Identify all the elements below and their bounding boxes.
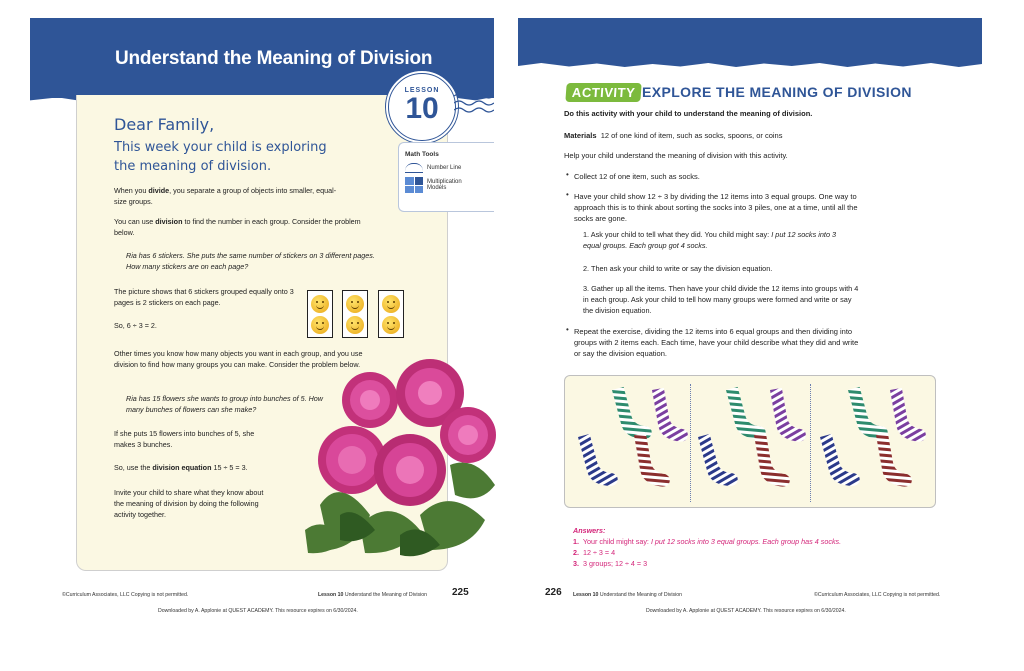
left-download-note: Downloaded by A. Applonie at QUEST ACADEMY. This resource expires on 6/30/2024. [158,608,358,614]
materials-label: Materials [564,131,597,140]
number-line-icon [405,163,423,173]
activity-badge: ACTIVITY [565,83,642,102]
text-span: , you separate a group of objects into smaller, equal-size groups. [114,186,337,206]
stamp-number: 10 [405,91,439,125]
multiplication-models-icon [405,177,423,193]
term-division: division [155,217,183,226]
paragraph-picture: The picture shows that 6 stickers grouped equally onto 3 pages is 2 stickers on each page. [114,287,294,307]
smiley-sticker-icon [311,295,329,313]
lesson-stamp [385,70,459,144]
math-tool-number-line [405,163,488,173]
footer-lesson-title: Understand the Meaning of Division [344,592,428,598]
answer-number: 1. [573,537,579,546]
sticker-page-3 [378,290,404,338]
sticker-page-2 [342,290,368,338]
help-text: Help your child understand the meaning of division with this activity. [564,151,788,160]
right-footer-lesson [573,592,682,598]
right-download-note: Downloaded by A. Applonie at QUEST ACADEMY. This resource expires on 6/30/2024. [646,608,846,614]
step-1 [583,229,845,251]
socks-groups-image [564,375,936,508]
answer-text: 12 ÷ 3 = 4 [583,548,616,557]
math-tool-label: Multiplication Models [427,179,462,191]
right-page-number: 226 [545,587,562,598]
bullet-dot: • [566,325,569,334]
answer-number: 2. [573,548,579,557]
term-divide: divide [148,186,170,195]
greeting: Dear Family, [114,115,215,134]
stamp-wavy-lines-icon [454,88,494,118]
math-tools-title: Math Tools [405,151,439,158]
text-span: Your child might say: [582,537,651,546]
step-2: 2. Then ask your child to write or say the division equation. [583,264,773,273]
problem-flowers: Ria has 15 flowers she wants to group into bunches of 5. How many bunches of flowers can she make? [126,394,323,414]
equation-6-div-3: So, 6 ÷ 3 = 2. [114,321,157,330]
bullet-collect: Collect 12 of one item, such as socks. [574,172,700,181]
bullet-dot: • [566,190,569,199]
answer-text: 3 groups; 12 ÷ 4 = 3 [583,559,648,568]
right-footer-copyright: ©Curriculum Associates, LLC Copying is not permitted. [814,592,941,598]
footer-lesson-number: Lesson 10 [573,592,599,598]
step-3: 3. Gather up all the items. Then have your child divide the 12 items into groups with 4 in each group. Ask your child to tell how many groups were formed and write or say the division equation. [583,284,859,315]
footer-lesson-title: Understand the Meaning of Division [599,592,683,598]
activity-intro: Do this activity with your child to understand the meaning of division. [564,109,813,118]
bullet-repeat: Repeat the exercise, dividing the 12 items into 6 equal groups and then dividing into groups with 2 items each. Each time, have your child describe what they did and write or say the division equation. [574,327,859,358]
smiley-sticker-icon [311,316,329,334]
term-division-equation: division equation [152,463,212,472]
materials-text: 12 of one kind of item, such as socks, spoons, or coins [600,131,783,140]
answer-1-example: I put 12 socks into 3 equal groups. Each group has 4 socks. [650,537,842,546]
text-span: to find the number in each group. Consider the problem below. [114,217,361,237]
answers-heading: Answers: [573,526,606,535]
left-page-number: 225 [452,587,469,598]
text-span: 15 ÷ 5 = 3. [211,463,248,472]
problem-stickers: Ria has 6 stickers. She puts the same number of stickers on 3 different pages. How many stickers are on each page? [126,251,375,271]
text-span: You can use [114,217,156,226]
text-span: So, use the [114,463,153,472]
smiley-sticker-icon [346,316,364,334]
bullet-show-division: Have your child show 12 ÷ 3 by dividing the 12 items into 3 equal groups. One way to approach this is to think about sorting the socks into 3 piles, one at a time, until all the socks are gone. [574,192,858,223]
left-footer-lesson [318,592,427,598]
answer-3 [573,558,841,569]
smiley-sticker-icon [382,295,400,313]
smiley-sticker-icon [382,316,400,334]
paragraph-bunches: If she puts 15 flowers into bunches of 5, she makes 3 bunches. [114,429,255,449]
answer-1 [573,536,841,547]
stamp-word: LESSON [404,86,440,94]
math-tools-box [398,142,494,212]
answer-number: 3. [573,559,579,568]
sticker-page-1 [307,290,333,338]
lesson-title: Understand the Meaning of Division [115,48,433,69]
footer-lesson-number: Lesson 10 [318,592,344,598]
letter-subheading: This week your child is exploring the meaning of division. [114,140,327,174]
activity-title: EXPLORE THE MEANING OF DIVISION [642,84,912,100]
materials-line [564,130,782,141]
paragraph-other-times: Other times you know how many objects you want in each group, and you use division to find how many groups you can make. Consider the problem below. [114,349,363,369]
answers-block [573,525,841,569]
paragraph-divide [114,185,344,207]
text-span: 1. Ask your child to tell what they did. You child might say: [583,230,772,239]
answer-2 [573,547,841,558]
activity-banner [518,18,982,63]
left-footer-copyright: ©Curriculum Associates, LLC Copying is not permitted. [62,592,189,598]
bullet-dot: • [566,170,569,179]
smiley-sticker-icon [346,295,364,313]
paragraph-invite: Invite your child to share what they know about the meaning of division by doing the following activity together. [114,488,264,519]
chrysanthemum-flowers-image [300,355,496,560]
text-span: When you [114,186,149,195]
paragraph-division-equation [114,462,314,473]
step-1-example: I put 12 socks into 3 equal groups. Each group got 4 socks. [583,230,837,250]
math-tool-label: Number Line [427,165,462,171]
paragraph-division [114,216,364,238]
math-tool-multiplication-models [405,177,488,193]
